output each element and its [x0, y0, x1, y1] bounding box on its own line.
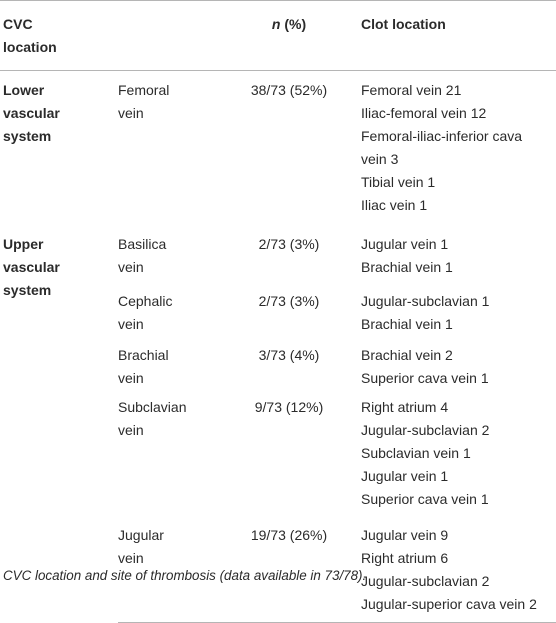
- group-label-upper: Upper vascular system: [3, 236, 60, 298]
- clot-location-cell: Femoral vein 21 Iliac-femoral vein 12 Femoral-iliac-inferior cava vein 3 Tibial vein 1 Iliac vein 1: [361, 82, 523, 213]
- location-cell: Brachial vein: [118, 347, 169, 386]
- group-label-lower: Lower vascular system: [3, 82, 60, 144]
- table-caption: CVC location and site of thrombosis (data available in 73/78).: [3, 568, 367, 583]
- clot-location-cell: Jugular vein 1 Brachial vein 1: [361, 236, 453, 275]
- n-percent-cell: 19/73 (26%): [223, 524, 355, 623]
- location-cell: Basilica vein: [118, 236, 167, 275]
- header-n-percent: n (%): [223, 1, 355, 71]
- n-percent-cell: 2/73 (3%): [258, 293, 320, 309]
- header-blank: [118, 1, 223, 71]
- location-cell: Subclavian vein: [118, 399, 187, 438]
- n-percent-cell: 3/73 (4%): [258, 347, 320, 363]
- clot-location-cell: Right atrium 4 Jugular-subclavian 2 Subclavian vein 1 Jugular vein 1 Superior cava vein 1: [361, 399, 490, 507]
- n-percent-cell: 38/73 (52%): [250, 82, 328, 98]
- clot-location-cell: Jugular vein 9 Right atrium 6 Jugular-subclavian 2 Jugular-superior cava vein 2: [355, 524, 556, 623]
- location-cell: Femoral vein: [118, 82, 170, 121]
- header-cvc-location: CVC location: [0, 1, 118, 71]
- n-percent-cell: 2/73 (3%): [258, 236, 320, 252]
- header-clot-location: Clot location: [355, 1, 556, 71]
- n-percent-cell: 9/73 (12%): [254, 399, 324, 415]
- header-row: [0, 1, 556, 71]
- location-cell: Cephalic vein: [118, 293, 173, 332]
- table-row: [0, 225, 556, 284]
- clot-location-cell: Brachial vein 2 Superior cava vein 1: [361, 347, 489, 386]
- table-row: [0, 71, 556, 226]
- location-cell: Jugular vein: [118, 524, 223, 623]
- clot-location-cell: Jugular-subclavian 1 Brachial vein 1: [361, 293, 490, 332]
